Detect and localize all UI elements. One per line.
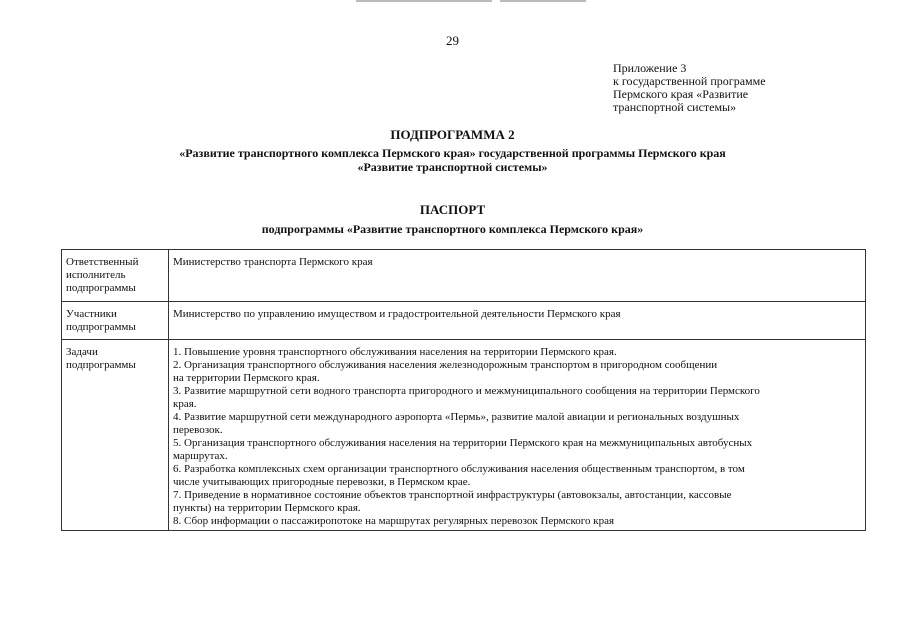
scan-edge-right (500, 0, 586, 2)
passport-table (61, 249, 866, 531)
table-row (62, 250, 866, 302)
row-label-responsible-executor (62, 250, 169, 302)
task-line: 6. Разработка комплексных схем организации транспортного обслуживания населения общественным транспортом, в том (173, 463, 745, 475)
task-line: 2. Организация транспортного обслуживания населения железнодорожным транспортом в пригородном сообщении (173, 359, 718, 371)
label-line: Задачи (66, 346, 98, 358)
task-line: числе учитывающих пригородные перевозки, в Пермском крае. (173, 476, 471, 488)
row-value-responsible-executor: Министерство транспорта Пермского края (169, 250, 866, 302)
label-line: подпрограммы (66, 282, 136, 294)
subprogram-name (0, 146, 905, 174)
row-label-participants (62, 302, 169, 340)
appendix-line: Приложение 3 (613, 61, 687, 75)
label-line: исполнитель (66, 269, 126, 281)
subprogram-name-line: «Развитие транспортной системы» (357, 160, 548, 174)
task-line: 7. Приведение в нормативное состояние объектов транспортной инфраструктуры (автовокзалы, автостанции, кассовые (173, 489, 732, 501)
table-row (62, 340, 866, 531)
task-line: 8. Сбор информации о пассажиропотоке на маршрутах регулярных перевозок Пермского края (173, 515, 615, 527)
scan-edge-left (356, 0, 492, 2)
label-line: Участники (66, 308, 117, 320)
passport-subtitle: подпрограммы «Развитие транспортного комплекса Пермского края» (261, 222, 644, 236)
appendix-note (613, 62, 873, 114)
appendix-line: Пермского края «Развитие (613, 87, 749, 101)
label-line: Ответственный (66, 256, 139, 268)
row-label-tasks (62, 340, 169, 531)
task-line: 4. Развитие маршрутной сети международного аэропорта «Пермь», развитие малой авиации и региональных воздушных (173, 411, 740, 423)
row-value-participants: Министерство по управлению имуществом и градостроительной деятельности Пермского края (169, 302, 866, 340)
label-line: подпрограммы (66, 359, 136, 371)
page-number: 29 (446, 33, 459, 48)
task-line: 3. Развитие маршрутной сети водного транспорта пригородного и межмуниципального сообщения на территории Пермского (173, 385, 760, 397)
subprogram-name-line: «Развитие транспортного комплекса Пермского края» государственной программы Пермского края (179, 146, 726, 160)
task-line: края. (173, 398, 197, 410)
row-value-tasks (169, 340, 866, 531)
task-line: маршрутах. (173, 450, 228, 462)
passport-title: ПАСПОРТ (419, 202, 486, 217)
task-line: перевозок. (173, 424, 223, 436)
task-line: 1. Повышение уровня транспортного обслуживания населения на территории Пермского края. (173, 346, 617, 358)
task-line: 5. Организация транспортного обслуживания населения на территории Пермского края на межмуниципальных автобусных (173, 437, 753, 449)
task-line: пункты) на территории Пермского края. (173, 502, 361, 514)
task-line: на территории Пермского края. (173, 372, 320, 384)
table-row (62, 302, 866, 340)
appendix-line: к государственной программе (613, 74, 766, 88)
appendix-line: транспортной системы» (613, 100, 737, 114)
subprogram-title: ПОДПРОГРАММА 2 (390, 127, 515, 142)
label-line: подпрограммы (66, 321, 136, 333)
